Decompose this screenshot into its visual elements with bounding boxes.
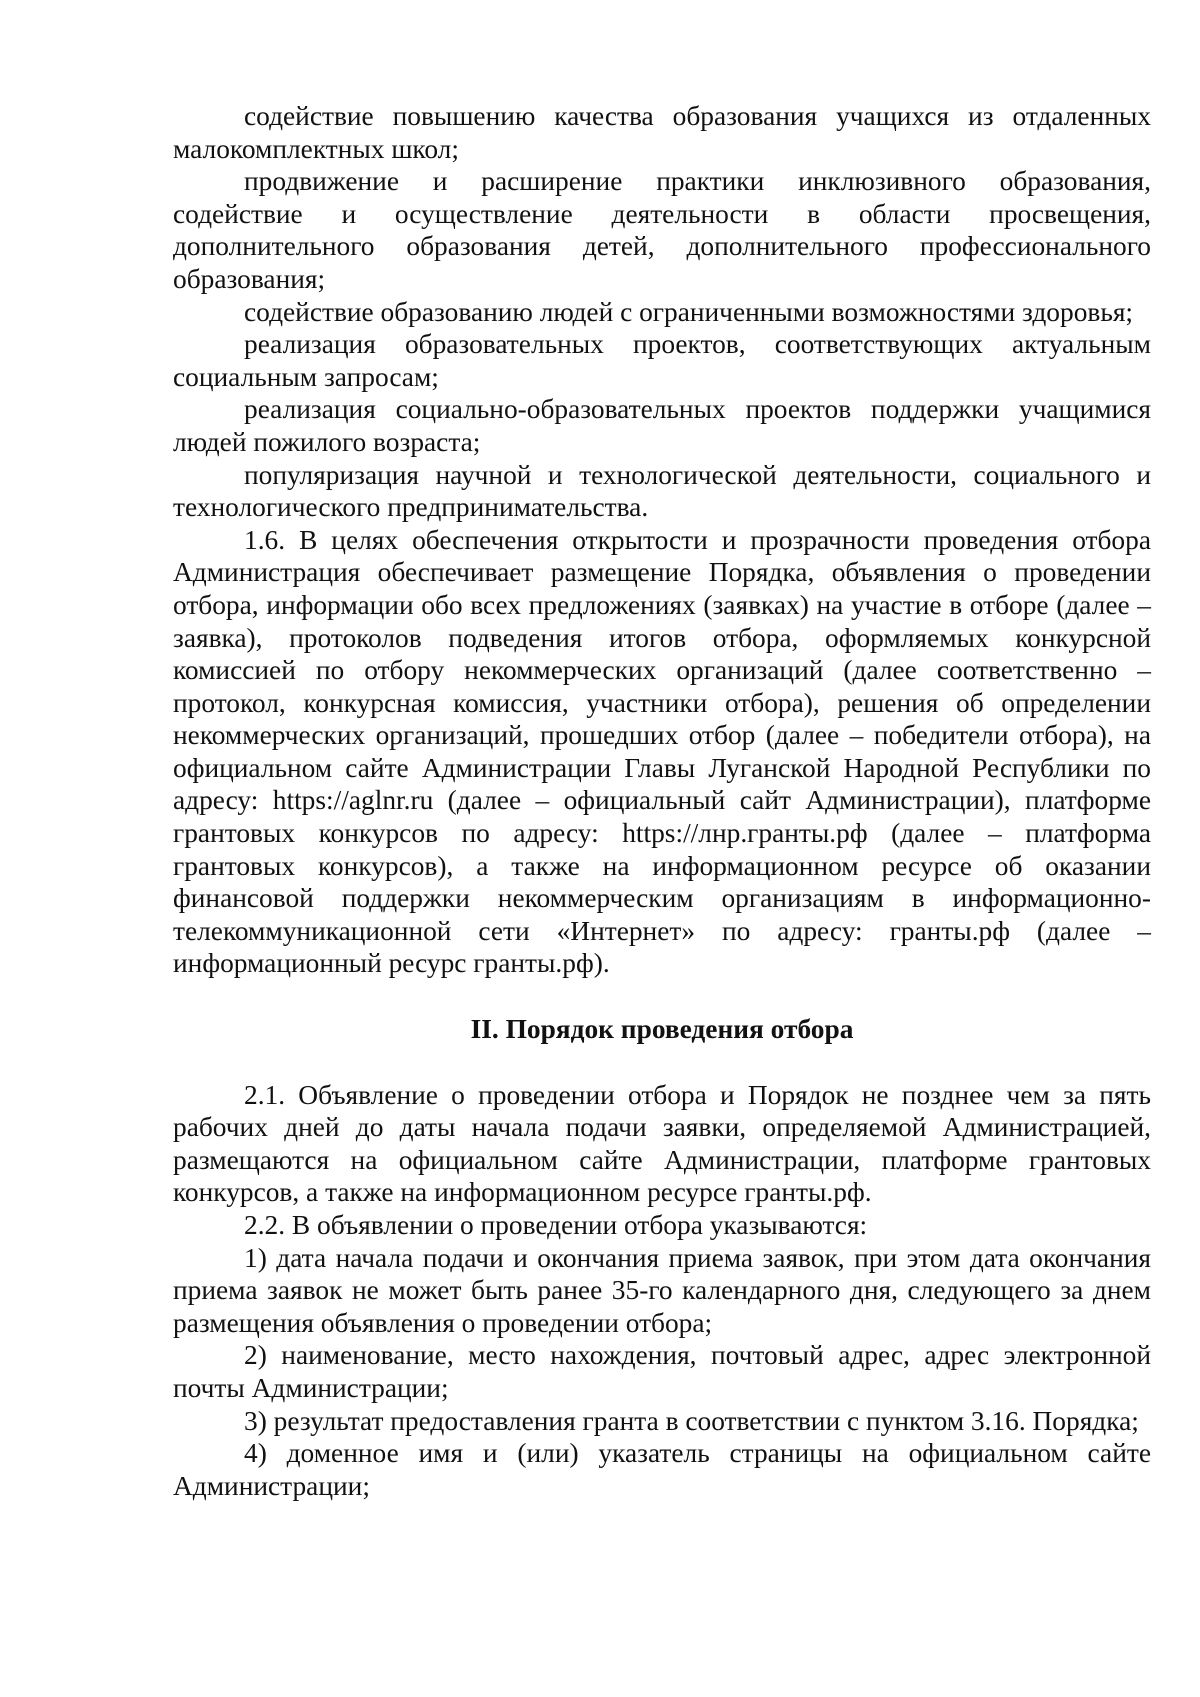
- paragraph-2-1: 2.1. Объявление о проведении отбора и Порядок не позднее чем за пять рабочих дней до даты начала подачи заявки, определяемой Администрацией, размещаются на официальном сайте Администрации, платформе грантовых конкурсов, а также на информационном ресурсе гранты.рф.: [173, 1079, 1151, 1208]
- list-item-2: 2) наименование, место нахождения, почтовый адрес, адрес электронной почты Администрации;: [173, 1340, 1151, 1403]
- paragraph-1-6: 1.6. В целях обеспечения открытости и прозрачности проведения отбора Администрация обеспечивает размещение Порядка, объявления о проведении отбора, информации обо всех предложениях (заявках) на участие в отборе (далее – заявка), протоколов подведения итогов отбора, оформляемых конкурсной комиссией по отбору некоммерческих организаций (далее соответственно – протокол, конкурсная комиссия, участники отбора), решения об определении некоммерческих организаций, прошедших отбор (далее – победители отбора), на официальном сайте Администрации Главы Луганской Народной Республики по адресу: https://aglnr.ru (далее – официальный сайт Администрации), платформе грантовых конкурсов по адресу: https://лнр.гранты.рф (далее – платформа грантовых конкурсов), а также на информационном ресурсе об оказании финансовой поддержки некоммерческим организациям в информационно-телекоммуникационной сети «Интернет» по адресу: гранты.рф (далее – информационный ресурс гранты.рф).: [173, 524, 1151, 979]
- list-item-1: 1) дата начала подачи и окончания приема заявок, при этом дата окончания приема заявок не может быть ранее 35-го календарного дня, следующего за днем размещения объявления о проведении отбора;: [173, 1242, 1151, 1338]
- section-heading: II. Порядок проведения отбора: [470, 1014, 854, 1045]
- paragraph-4: реализация образовательных проектов, соответствующих актуальным социальным запросам;: [173, 329, 1151, 392]
- paragraph-2: продвижение и расширение практики инклюзивного образования, содействие и осуществление деятельности в области просвещения, дополнительного образования детей, дополнительного профессионального образования;: [173, 166, 1151, 294]
- document-page: [173, 100, 1151, 1502]
- list-item-4: 4) доменное имя и (или) указатель страницы на официальном сайте Администрации;: [173, 1438, 1151, 1501]
- paragraph-5: реализация социально-образовательных проектов поддержки учащимися людей пожилого возраста;: [173, 394, 1151, 457]
- paragraph-2-2: 2.2. В объявлении о проведении отбора указываются:: [244, 1210, 868, 1240]
- paragraph-1: содействие повышению качества образования учащихся из отдаленных малокомплектных школ;: [173, 101, 1151, 164]
- paragraph-6: популяризация научной и технологической деятельности, социального и технологического предпринимательства.: [173, 459, 1151, 523]
- list-item-3: 3) результат предоставления гранта в соответствии с пунктом 3.16. Порядка;: [244, 1405, 1139, 1436]
- paragraph-3: содействие образованию людей с ограниченными возможностями здоровья;: [244, 296, 1134, 327]
